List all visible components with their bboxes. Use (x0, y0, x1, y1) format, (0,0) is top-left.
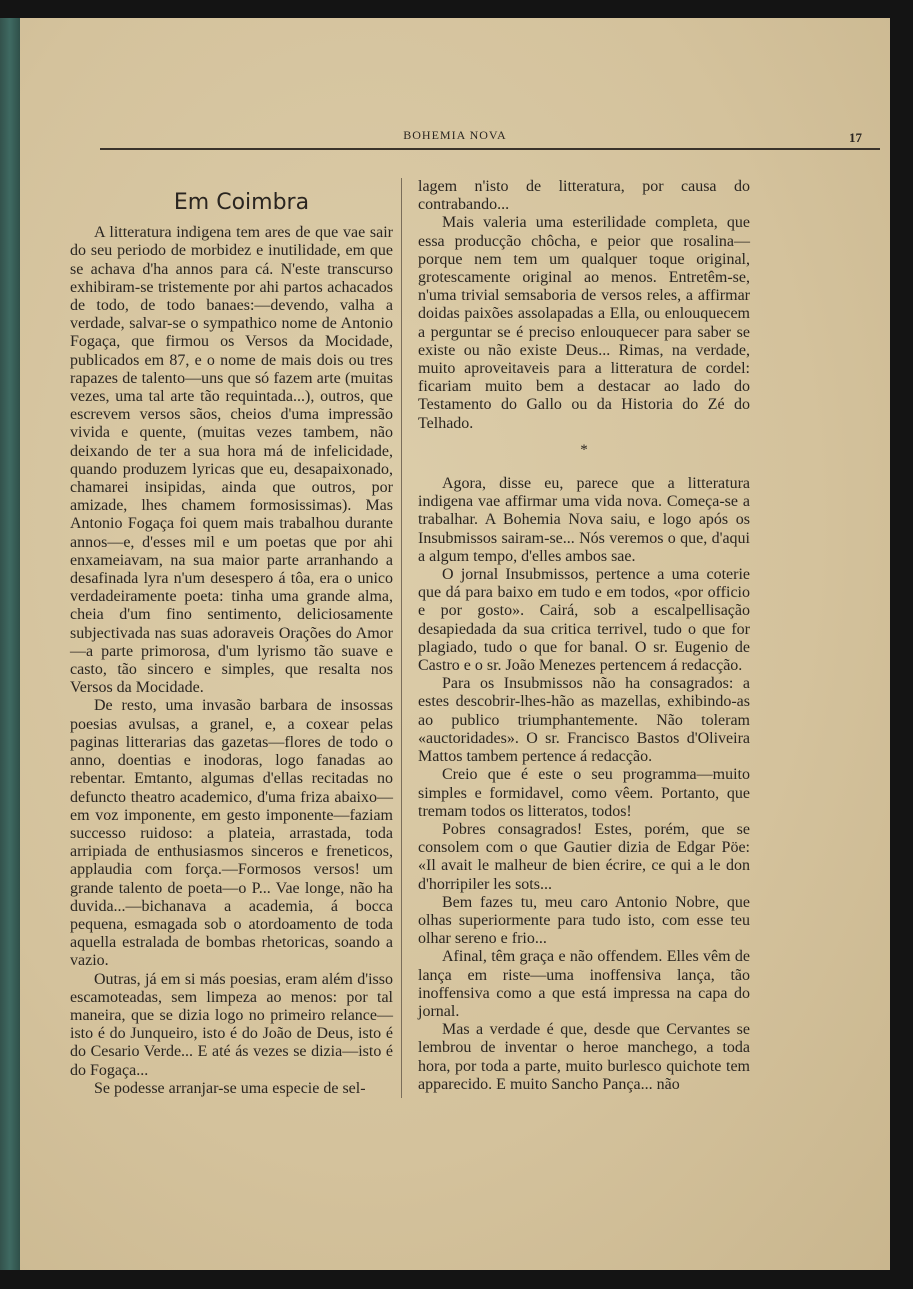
paragraph: A litteratura indigena tem ares de que vae sair do seu periodo de morbidez e inutilidade, em que se achava d'ha annos para cá. N'este transcurso exhibiram-se tristemente por ahi partos achacados de todo, de todo banaes:—devendo, valha a verdade, salvar-se o sympathico nome de Antonio Fogaça, que firmou os Versos da Mocidade, publicados em 87, e o nome de mais dois ou tres rapazes de talento—uns que só fazem arte (muitas vezes, uma tal arte tão requintada...), outros, que escrevem versos sãos, cheios d'uma impressão vivida e quente, (muitas vezes tambem, não deixando de ter a sua hora má de infelicidade, quando produzem lyricas que eu, desapaixonado, chamarei insipidas, ainda que outros, por amizade, lhes chamem formosissimas). Mas Antonio Fogaça foi quem mais trabalhou durante annos—e, d'esses mil e um poetas que por ahi enxameiavam, na sua maior parte arranhando a desafinada lyra n'um desespero á tôa, era o unico verdadeiramente poeta: tinha uma grande alma, cheia d'um fino sentimento, deliciosamente subjectivada nas suas adoraveis Orações do Amor—a parte primorosa, d'um lyrismo tão suave e casto, tão sincero e simples, que resalta nos Versos da Mocidade. (70, 224, 393, 697)
book-spine (0, 18, 22, 1270)
book-page (20, 18, 890, 1270)
article-title: Em Coimbra (173, 190, 310, 215)
paragraph: De resto, uma invasão barbara de insossas poesias avulsas, a granel, e, a coxear pelas paginas litterarias das gazetas—flores de todo o anno, doentias e inodoras, logo fanadas ao rebentar. Emtanto, algumas d'ellas recitadas no defuncto theatro academico, d'uma friza abaixo—em voz imponente, em gesto imponente—faziam successo ruidoso: a plateia, arrastada, toda arripiada de enthusiasmos sinceros e freneticos, applaudia com força.—Formosos versos! um grande talento de poeta—o P... Vae longe, não ha duvida...—bichanava a academia, á bocca pequena, esmagada sob o atordoamento de toda aquella estralada de bombas rhetoricas, soando a vazio. (70, 697, 393, 970)
left-column (70, 178, 393, 1098)
paragraph: Mais valeria uma esterilidade completa, que essa producção chôcha, e peior que rosalina—porque nem tem um qualquer toque original, grotescamente original ao menos. Entretêm-se, n'uma trivial semsaboria de versos reles, a affirmar doidas paixões assolapadas a Ella, ou enlouquecem a perguntar se é preciso enlouquecer para saber se existe ou não existe Deus... Rimas, na verdade, muito aproveitaveis para a litteratura de cordel: ficariam muito bem a destacar ao lado do Testamento do Gallo ou da Historia do Zé do Telhado. (418, 214, 750, 432)
paragraph: Para os Insubmissos não ha consagrados: a estes descobrir-lhes-hão as mazellas, exhibindo-as ao publico triumphantemente. Não toleram «auctoridades». O sr. Francisco Bastos d'Oliveira Mattos tambem pertence á redacção. (418, 675, 750, 766)
paragraph: O jornal Insubmissos, pertence a uma coterie que dá para baixo em tudo e em todos, «por officio e por gosto». Cairá, sob a escalpellisação desapiedada da sua critica terrivel, tudo o que for plagiado, tudo o que for banal. O sr. Eugenio de Castro e o sr. João Menezes pertencem á redacção. (418, 566, 750, 675)
paragraph: Bem fazes tu, meu caro Antonio Nobre, que olhas superiormente para tudo isto, com esse teu olhar sereno e frio... (418, 893, 750, 948)
running-title: BOHEMIA NOVA (403, 128, 507, 142)
paragraph: Afinal, têm graça e não offendem. Elles vêm de lança em riste—uma inoffensiva lança, tão inoffensiva como a que está impressa na capa do jornal. (418, 948, 750, 1020)
page-number: 17 (849, 130, 862, 145)
header-rule (100, 148, 880, 150)
paragraph: Pobres consagrados! Estes, porém, que se consolem com o que Gautier dizia de Edgar Pöe: «Il avait le malheur de bien écrire, ce qui a le don d'horripiler les sots... (418, 820, 750, 893)
paragraph: Mas a verdade é que, desde que Cervantes se lembrou de inventar o heroe manchego, a toda hora, por toda a parte, muito burlesco quichote tem apparecido. E muito Sancho Pança... não (418, 1021, 750, 1093)
paragraph: Agora, disse eu, parece que a litteratura indigena vae affirmar uma vida nova. Começa-se a trabalhar. A Bohemia Nova saiu, e logo após os Insubmissos sairam-se... Nós veremos o que, d'aqui a algum tempo, d'elles ambos sae. (418, 475, 750, 565)
paragraph: Se podesse arranjar-se uma especie de sel- (94, 1079, 366, 1097)
paragraph: Outras, já em si más poesias, eram além d'isso escamoteadas, sem limpeza ao menos: por tal maneira, que se dizia logo no primeiro relance—isto é do Junqueiro, isto é do João de Deus, isto é do Cesario Verde... E até ás vezes se dizia—isto é do Fogaça... (70, 970, 393, 1079)
paragraph: lagem n'isto de litteratura, por causa do contrabando... (418, 178, 750, 214)
paragraph: Creio que é este o seu programma—muito simples e formidavel, como vêem. Portanto, que tremam todos os litteratos, todos! (418, 766, 750, 820)
section-break: * (580, 441, 588, 458)
right-column (418, 178, 750, 1094)
column-divider (401, 178, 402, 1098)
